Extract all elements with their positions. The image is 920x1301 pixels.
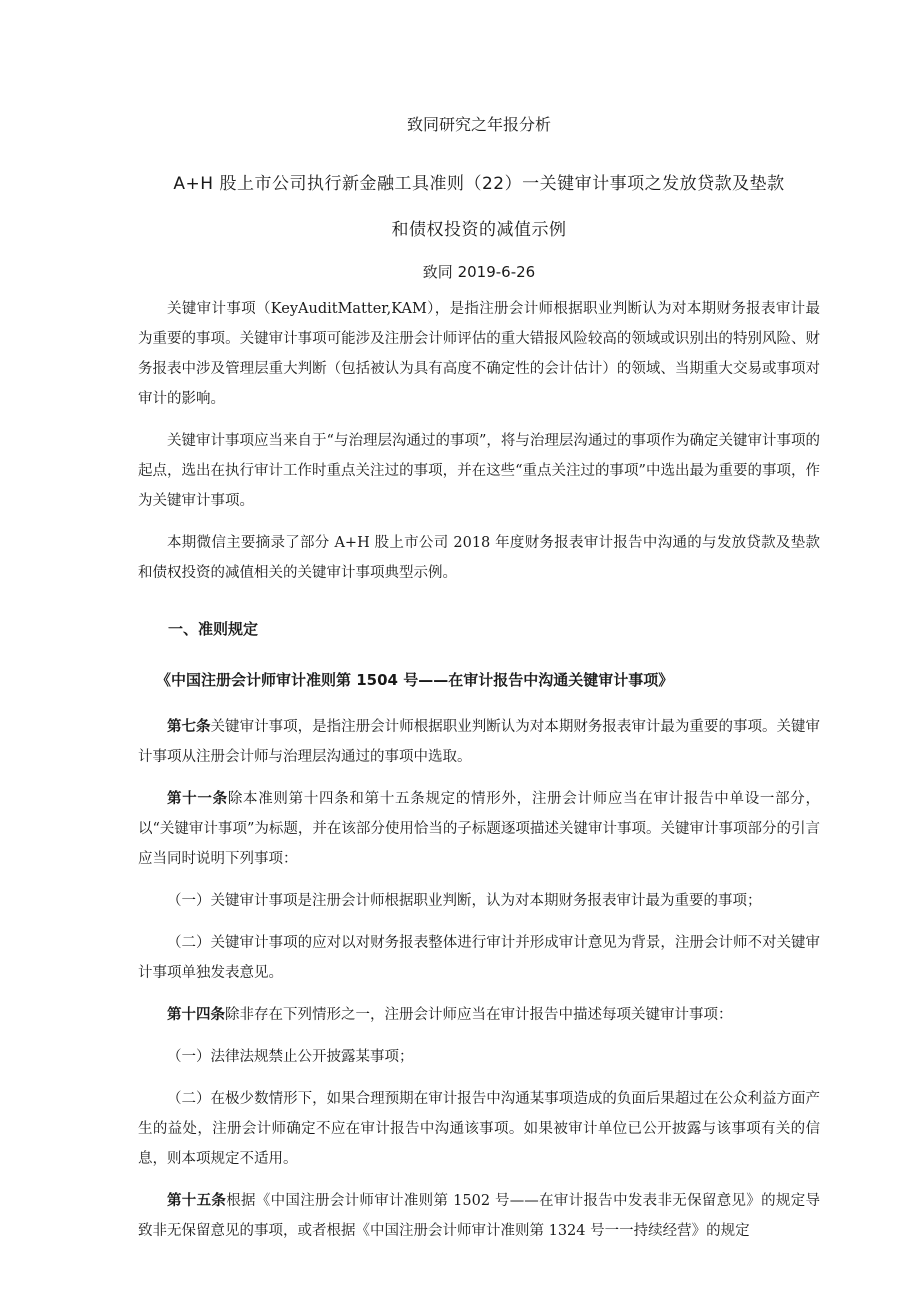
article-15-heading: 第十五条 (167, 1193, 227, 1209)
document-header: 致同研究之年报分析 (406, 115, 551, 134)
document-title (138, 161, 820, 253)
intro-paragraph-2: 关键审计事项应当来自于“与治理层沟通过的事项”，将与治理层沟通过的事项作为确定关键审计事项的起点，选出在执行审计工作时重点关注过的事项，并在这些“重点关注过的事项”中选出最为重要的事项，作为关键审计事项。 (138, 433, 820, 509)
intro-paragraph-1: 关键审计事项（KeyAuditMatter,KAM），是指注册会计师根据职业判断认为对本期财务报表审计最为重要的事项。关键审计事项可能涉及注册会计师评估的重大错报风险较高的领域或识别出的特别风险、财务报表中涉及管理层重大判断（包括被认为具有高度不确定性的会计估计）的领域、当期重大交易或事项对审计的影响。 (138, 301, 820, 407)
article-7-text: 关键审计事项，是指注册会计师根据职业判断认为对本期财务报表审计最为重要的事项。关键审计事项从注册会计师与治理层沟通过的事项中选取。 (138, 719, 821, 765)
article-11 (138, 784, 820, 874)
article-14-item-2: （二）在极少数情形下，如果合理预期在审计报告中沟通某事项造成的负面后果超过在公众利益方面产生的益处，注册会计师确定不应在审计报告中沟通该事项。如果被审计单位已公开披露与该事项有关的信息，则本项规定不适用。 (138, 1091, 820, 1167)
article-14-item-1: （一）法律法规禁止公开披露某事项； (167, 1049, 414, 1065)
article-15-text: 根据《中国注册会计师审计准则第 1502 号——在审计报告中发表非无保留意见》的规定导致非无保留意见的事项，或者根据《中国注册会计师审计准则第 1324 号一一持续经营》的规定 (138, 1193, 821, 1239)
article-7-heading: 第七条 (167, 719, 211, 735)
article-14-text: 除非存在下列情形之一，注册会计师应当在审计报告中描述每项关键审计事项： (225, 1007, 733, 1023)
article-14-heading: 第十四条 (167, 1007, 225, 1023)
document-date: 致同 2019-6-26 (422, 263, 536, 281)
article-11-item-2: （二）关键审计事项的应对以对财务报表整体进行审计并形成审计意见为背景，注册会计师不对关键审计事项单独发表意见。 (138, 935, 820, 981)
intro-paragraph-3: 本期微信主要摘录了部分 A+H 股上市公司 2018 年度财务报表审计报告中沟通的与发放贷款及垫款和债权投资的减值相关的关键审计事项典型示例。 (138, 535, 820, 581)
article-14 (138, 1000, 820, 1030)
article-11-item-1: （一）关键审计事项是注册会计师根据职业判断，认为对本期财务报表审计最为重要的事项； (167, 893, 762, 909)
section-heading: 一、准则规定 (168, 620, 259, 638)
title-line-2: 和债权投资的减值示例 (391, 220, 567, 240)
title-line-1: A+H 股上市公司执行新金融工具准则（22）一关键审计事项之发放贷款及垫款 (173, 174, 785, 194)
article-11-heading: 第十一条 (167, 791, 228, 807)
article-15 (138, 1186, 820, 1246)
article-11-text: 除本准则第十四条和第十五条规定的情形外，注册会计师应当在审计报告中单设一部分，以“关键审计事项”为标题，并在该部分使用恰当的子标题逐项描述关键审计事项。关键审计事项部分的引言应当同时说明下列事项： (138, 791, 820, 867)
standard-title: 《中国注册会计师审计准则第 1504 号——在审计报告中沟通关键审计事项》 (156, 671, 674, 689)
article-7 (138, 712, 820, 772)
